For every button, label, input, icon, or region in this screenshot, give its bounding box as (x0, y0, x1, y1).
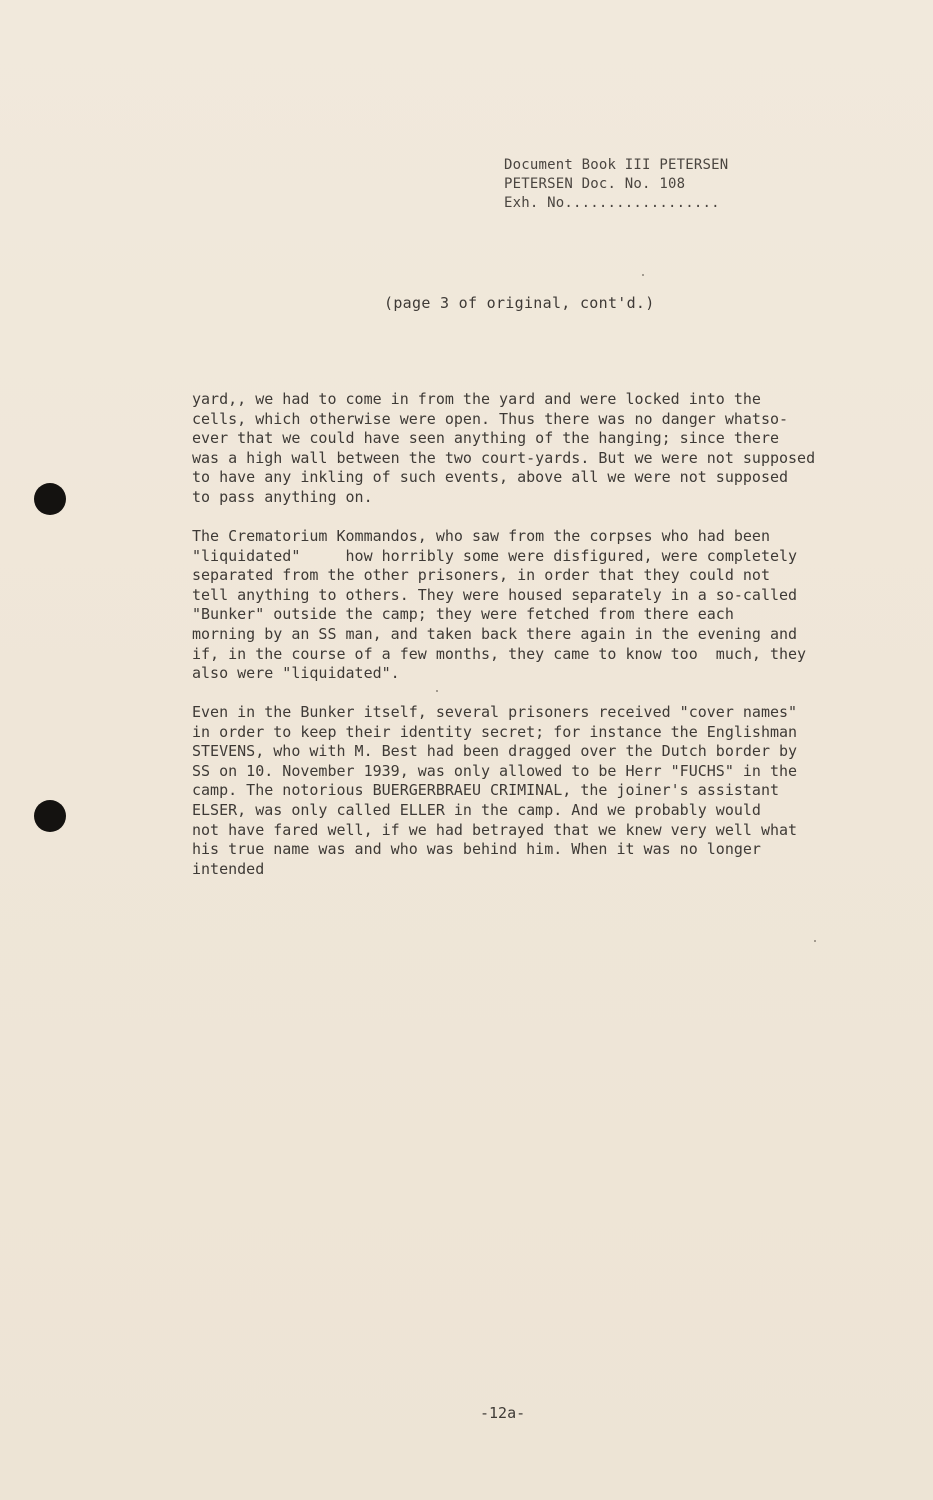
text-line: also were "liquidated". (192, 664, 400, 683)
document-header (504, 156, 728, 213)
document-number-label: PETERSEN Doc. No. 108 (504, 176, 686, 192)
text-line: to pass anything on. (192, 487, 373, 506)
text-line: The Crematorium Kommandos, who saw from the corpses who had been (192, 527, 770, 545)
paper-speck (814, 940, 816, 942)
text-line: tell anything to others. They were housed separately in a so-called (192, 585, 798, 604)
text-line: morning by an SS man, and taken back there again in the evening and (192, 624, 798, 643)
text-line: yard,, we had to come in from the yard and were locked into the (192, 390, 761, 408)
binder-hole (34, 483, 66, 515)
document-book-label: Document Book III PETERSEN (504, 157, 729, 173)
text-line: not have fared well, if we had betrayed that we knew very well what (192, 820, 798, 839)
text-line: Even in the Bunker itself, several prisoners received "cover names" (192, 703, 798, 721)
exhibit-number-label: Exh. No.................. (504, 195, 720, 211)
binder-hole (34, 800, 66, 832)
text-line: was a high wall between the two court-yards. But we were not supposed (192, 448, 816, 467)
paper-speck (642, 274, 644, 276)
text-line: SS on 10. November 1939, was only allowed to be Herr "FUCHS" in the (192, 761, 798, 780)
page-number: -12a- (480, 1404, 526, 1422)
continuation-note: (page 3 of original, cont'd.) (384, 294, 655, 312)
text-line: cells, which otherwise were open. Thus there was no danger whatso- (192, 409, 789, 428)
paragraph-2 (192, 527, 872, 684)
text-line: "Bunker" outside the camp; they were fetched from there each (192, 605, 734, 624)
text-line: ever that we could have seen anything of the hanging; since there (192, 429, 779, 448)
text-line: to have any inkling of such events, above all we were not supposed (192, 468, 789, 487)
paragraph-1 (192, 390, 872, 508)
text-line: in order to keep their identity secret; for instance the Englishman (192, 722, 798, 741)
text-line: intended (192, 859, 265, 878)
paragraph-3 (192, 703, 872, 879)
text-line: his true name was and who was behind him. When it was no longer (192, 840, 761, 859)
text-line: "liquidated" how horribly some were disfigured, were completely (192, 546, 798, 565)
text-line: if, in the course of a few months, they came to know too much, they (192, 644, 807, 663)
text-line: separated from the other prisoners, in order that they could not (192, 566, 770, 585)
text-line: STEVENS, who with M. Best had been dragged over the Dutch border by (192, 742, 798, 761)
text-line: camp. The notorious BUERGERBRAEU CRIMINAL, the joiner's assistant (192, 781, 779, 800)
paper-speck (436, 690, 438, 692)
text-line: ELSER, was only called ELLER in the camp. And we probably would (192, 800, 761, 819)
